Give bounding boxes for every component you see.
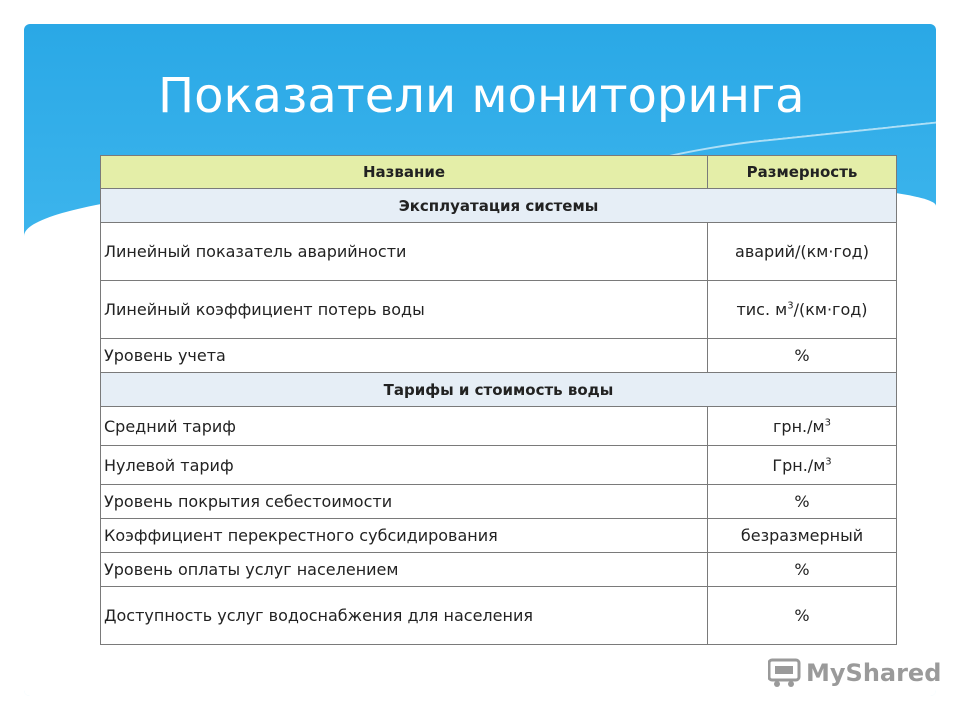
watermark-logo bbox=[768, 658, 941, 688]
table-row bbox=[101, 553, 897, 587]
row-name: Доступность услуг водоснабжения для населения bbox=[101, 587, 708, 645]
row-name: Коэффициент перекрестного субсидирования bbox=[101, 519, 708, 553]
row-unit: % bbox=[708, 485, 897, 519]
table-row bbox=[101, 223, 897, 281]
unit-prefix: грн./м bbox=[773, 416, 825, 436]
row-unit: % bbox=[708, 587, 897, 645]
table-row bbox=[101, 485, 897, 519]
unit-suffix: /(км·год) bbox=[793, 300, 868, 319]
section-label: Эксплуатация системы bbox=[101, 189, 897, 223]
page-title: Показатели мониторинга bbox=[158, 68, 805, 124]
unit-power: 3 bbox=[824, 417, 831, 429]
row-unit: аварий/(км·год) bbox=[708, 223, 897, 281]
section-label: Тарифы и стоимость воды bbox=[101, 373, 897, 407]
row-name: Линейный коэффициент потерь воды bbox=[101, 281, 708, 339]
table-row bbox=[101, 587, 897, 645]
row-unit bbox=[708, 281, 897, 339]
table-row bbox=[101, 407, 897, 446]
table-row bbox=[101, 281, 897, 339]
row-name: Уровень покрытия себестоимости bbox=[101, 485, 708, 519]
unit-prefix: тис. м bbox=[736, 300, 788, 319]
row-name: Уровень учета bbox=[101, 339, 708, 373]
unit-power: 3 bbox=[787, 300, 794, 312]
indicators-table bbox=[100, 155, 897, 645]
row-unit bbox=[708, 446, 897, 485]
row-unit: % bbox=[708, 553, 897, 587]
row-name: Уровень оплаты услуг населением bbox=[101, 553, 708, 587]
cart-icon bbox=[768, 658, 802, 688]
unit-power: 3 bbox=[825, 456, 832, 468]
table-row bbox=[101, 339, 897, 373]
row-unit: безразмерный bbox=[708, 519, 897, 553]
col-header-unit: Размерность bbox=[708, 156, 897, 189]
row-unit: % bbox=[708, 339, 897, 373]
table-row bbox=[101, 446, 897, 485]
watermark-text: MyShared bbox=[806, 659, 942, 687]
col-header-name: Название bbox=[101, 156, 708, 189]
table-header-row bbox=[101, 156, 897, 189]
table-row bbox=[101, 519, 897, 553]
row-unit bbox=[708, 407, 897, 446]
unit-prefix: Грн./м bbox=[772, 455, 826, 475]
row-name: Средний тариф bbox=[101, 407, 708, 446]
row-name: Линейный показатель аварийности bbox=[101, 223, 708, 281]
row-name: Нулевой тариф bbox=[101, 446, 708, 485]
section-row bbox=[101, 189, 897, 223]
section-row bbox=[101, 373, 897, 407]
